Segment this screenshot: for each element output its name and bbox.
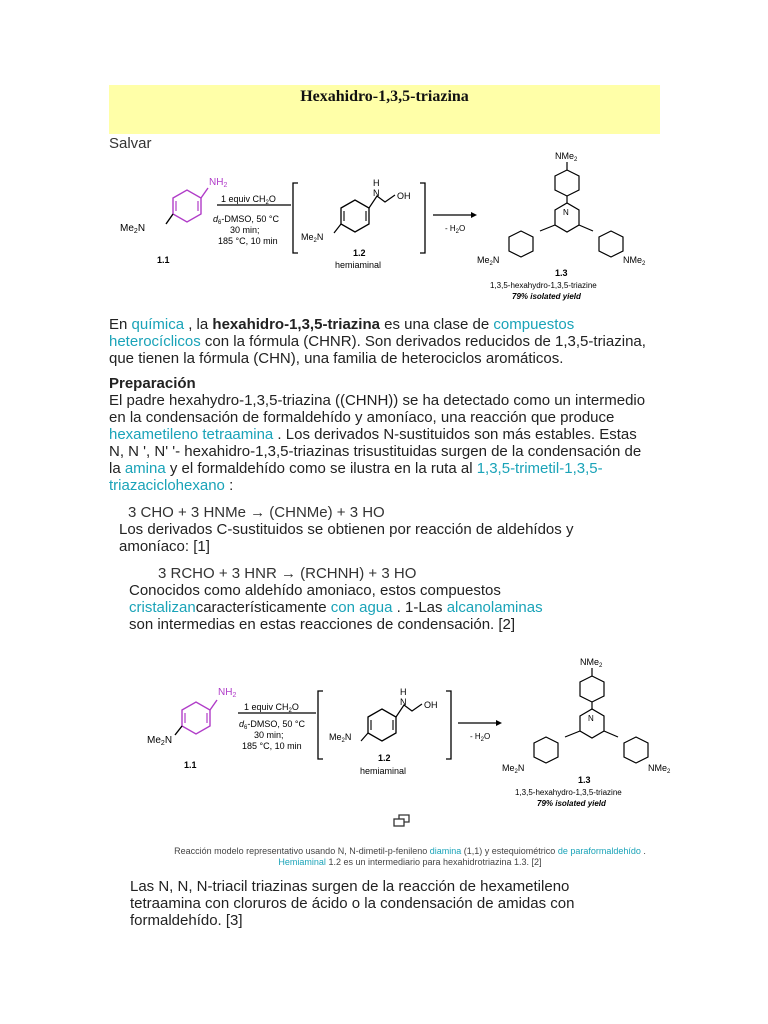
scheme-me2n-label-2: Me (301, 232, 314, 242)
link-hexametileno[interactable]: hexametileno tetraamina (109, 426, 274, 443)
prep-text-1: El padre hexahydro-1,3,5-triazina ((CHNH)) se ha detectado como un intermedio en la condensación de formaldehído y amoníaco, una reacción que produce (109, 392, 646, 426)
scheme-label-1-1: 1.1 (157, 255, 170, 265)
scheme-me2n-sub-2: 2 (313, 238, 317, 244)
c-substituted-paragraph: Los derivados C-sustituidos se obtienen por reacción de aldehídos y amoníaco: [1] (119, 521, 574, 555)
scheme2-nh2-sub: 2 (232, 692, 237, 699)
scheme-yield: 79% isolated yield (512, 292, 581, 301)
link-hemiaminal[interactable]: Hemiaminal (278, 857, 326, 867)
scheme-n-label: N (373, 188, 380, 198)
scheme2-oh-label: OH (424, 700, 438, 710)
caption-text-1: Reacción modelo representativo usando N, N-dimetil-p-fenileno (174, 846, 430, 856)
intro-text-2: , la (184, 316, 213, 333)
scheme2-me2n-left: Me (502, 763, 515, 773)
scheme-nh2-label: NH (209, 177, 224, 188)
scheme2-cond-1-tail: O (291, 702, 299, 712)
scheme-conditions (213, 194, 291, 246)
link-compuestos-heterociclicos[interactable]: compuestos heterocíclicos (109, 316, 575, 350)
svg-text:Me2N (301, 232, 323, 244)
caption-text-4: 1.2 es un intermediario para hexahidrotriazina 1.3. [2] (325, 857, 542, 867)
title-bar (109, 85, 660, 134)
scheme2-me2n-sub: 2 (160, 740, 165, 747)
scheme-h-label: H (373, 178, 380, 188)
equation-2: 3 RCHO + 3 HNR → (RCHNH) + 3 HO (158, 565, 417, 582)
scheme-cond-2-sub: 6 (218, 220, 222, 226)
scheme-nme2-right: NMe (623, 255, 643, 265)
scheme2-me2n-n: N (164, 735, 173, 746)
page-title: Hexahidro-1,3,5-triazina (300, 88, 469, 105)
scheme-minus-h2o: - H (445, 224, 456, 233)
intro-bold-name: hexahidro-1,3,5-triazina (212, 316, 380, 333)
scheme2-hemiaminal: hemiaminal (360, 766, 407, 776)
scheme-cond-1-sub: 2 (265, 200, 269, 206)
scheme-cond-4: 185 °C, 10 min (218, 236, 278, 246)
scheme-cond-2-tail: -DMSO, 50 °C (221, 214, 279, 224)
svg-text:- H2O (445, 224, 465, 235)
link-diamina[interactable]: diamina (429, 846, 462, 856)
preparation-paragraph (109, 392, 654, 494)
scheme2-cond-1-sub: 2 (288, 708, 292, 714)
svg-text:1 equiv CH2O (221, 194, 276, 206)
caption-text-2: (1,1) y estequiométrico (461, 846, 558, 856)
aldehyde-ammonia-paragraph (129, 582, 549, 633)
scheme-me2n-label: Me (120, 223, 134, 234)
scheme2-name-1-3: 1,3,5-hexahydro-1,3,5-triazine (515, 788, 622, 797)
scheme2-nme2-right: NMe (648, 763, 668, 773)
scheme-me2n-sub: 2 (133, 228, 138, 235)
scheme2-h-label: H (400, 687, 407, 697)
svg-text:NH2 (218, 687, 236, 699)
scheme2-nme2-top: NMe (580, 657, 600, 667)
scheme2-cond-2: d (239, 719, 245, 729)
prep-text-4: : (224, 477, 234, 494)
svg-text:NMe2 (623, 255, 646, 267)
link-trimetil[interactable]: 1,3,5-trimetil-1,3,5-triazaciclohexano (109, 460, 603, 494)
link-amina[interactable]: amina (124, 460, 166, 477)
scheme-minus-h2o-tail: O (459, 224, 466, 233)
scheme2-me2n-sub-2: 2 (341, 738, 345, 744)
reaction-scheme-1 (115, 145, 660, 313)
scheme-me2n-left: Me (477, 255, 490, 265)
expand-icon[interactable] (393, 814, 411, 828)
svg-text:1 equiv CH2O (244, 702, 299, 714)
scheme2-minus-h2o-sub: 2 (480, 737, 485, 743)
scheme2-nme2-right-sub: 2 (667, 769, 671, 775)
scheme-me2n-left-sub: 2 (489, 261, 493, 267)
scheme-nh2-sub: 2 (223, 182, 228, 189)
link-paraformaldehido[interactable]: de paraformaldehído (557, 846, 641, 856)
svg-text:NH2 (209, 177, 227, 189)
scheme-me2n-n: N (137, 223, 146, 234)
scheme-cond-1: 1 equiv CH (221, 194, 266, 204)
intro-text-3: es una clase de (379, 316, 494, 333)
scheme2-cond-2-sub: 6 (244, 725, 248, 731)
svg-text:Me2N (120, 223, 145, 235)
scheme-oh-label: OH (397, 191, 411, 201)
scheme2-me2n-label: Me (147, 735, 161, 746)
scheme2-molecule-1-3 (502, 657, 671, 808)
scheme-molecule-1-1 (120, 177, 227, 265)
scheme2-label-1-1: 1.1 (184, 760, 197, 770)
scheme2-n-top: N (588, 714, 594, 723)
intro-text-1: En (109, 316, 132, 333)
scheme-arrow (433, 212, 477, 235)
scheme2-yield: 79% isolated yield (537, 799, 606, 808)
scheme2-cond-3: 30 min; (254, 730, 284, 740)
figure-caption (170, 846, 650, 868)
scheme-cond-1-tail: O (268, 194, 276, 204)
scheme2-molecule-1-2 (329, 687, 438, 776)
link-cristalizan[interactable]: cristalizan (129, 599, 196, 616)
para-d-text-2: característicamente (195, 599, 331, 616)
scheme-minus-h2o-sub: 2 (455, 229, 460, 235)
prep-text-2: . Los derivados N-sustituidos son más estables. Estas N, N ', N' '- hexahidro-1,3,5-triazinas trisustituidas surgen de la condensación de la (109, 426, 642, 477)
scheme-n-top: N (563, 208, 569, 217)
para-d-text-1: Conocidos como aldehído amoniaco, estos compuestos (129, 582, 501, 599)
scheme-me2n-left-n: N (492, 255, 500, 265)
scheme2-minus-h2o: - H (470, 732, 481, 741)
svg-text:Me2N (502, 763, 524, 775)
reaction-scheme-2 (142, 655, 687, 815)
para-d-text-3: . 1-Las (392, 599, 447, 616)
scheme-nme2-right-sub: 2 (642, 261, 646, 267)
scheme-name-1-3: 1,3,5-hexahydro-1,3,5-triazine (490, 281, 597, 290)
scheme2-nme2-top-sub: 2 (599, 663, 603, 669)
scheme-label-1-2: 1.2 (353, 248, 366, 258)
svg-text:Me2N (477, 255, 499, 267)
scheme2-me2n-left-n: N (517, 763, 525, 773)
intro-text-4: con la fórmula (CHNR). Son derivados reducidos de 1,3,5-triazina, que tienen la fórmula (CHN), una familia de heterociclos aromáticos. (109, 333, 646, 367)
scheme2-arrow (458, 720, 502, 743)
svg-text:NMe2 (648, 763, 671, 775)
svg-text:NMe2 (555, 151, 578, 163)
scheme2-cond-4: 185 °C, 10 min (242, 741, 302, 751)
link-alcanolaminas[interactable]: alcanolaminas (446, 599, 543, 616)
para-d-text-4: son intermedias en estas reacciones de condensación. [2] (129, 616, 516, 633)
caption-text-3: . (640, 846, 646, 856)
svg-text:- H2O (470, 732, 490, 743)
scheme2-minus-h2o-tail: O (484, 732, 491, 741)
scheme2-n-label: N (400, 697, 407, 707)
scheme2-conditions (238, 702, 316, 751)
scheme-nme2-top: NMe (555, 151, 575, 161)
save-link[interactable]: Salvar (109, 135, 152, 152)
scheme2-me2n-label-2: Me (329, 732, 342, 742)
scheme2-molecule-1-1 (147, 687, 236, 770)
preparation-heading: Preparación (109, 375, 196, 392)
equation-1: 3 CHO + 3 HNMe → (CHNMe) + 3 HO (128, 504, 385, 521)
scheme-hemiaminal: hemiaminal (335, 260, 382, 270)
scheme2-nh2-label: NH (218, 687, 233, 698)
scheme-nme2-top-sub: 2 (574, 157, 578, 163)
scheme2-cond-1: 1 equiv CH (244, 702, 289, 712)
link-con-agua[interactable]: con agua (330, 599, 393, 616)
svg-text:NMe2 (580, 657, 603, 669)
scheme2-cond-2-tail: -DMSO, 50 °C (247, 719, 305, 729)
intro-paragraph (109, 316, 649, 367)
scheme-molecule-1-3 (477, 151, 646, 301)
scheme2-label-1-3: 1.3 (578, 775, 591, 785)
scheme-me2n-n-2: N (316, 232, 324, 242)
svg-text:Me2N (329, 732, 351, 744)
scheme2-label-1-2: 1.2 (378, 753, 391, 763)
scheme-cond-3: 30 min; (230, 225, 260, 235)
scheme-molecule-1-2 (301, 178, 411, 270)
triacyl-paragraph: Las N, N, N-triacil triazinas surgen de la reacción de hexametileno tetraamina con cloruros de ácido o la condensación de amidas con formaldehído. [3] (130, 878, 575, 929)
svg-text:Me2N (147, 735, 172, 747)
scheme2-me2n-n-2: N (344, 732, 352, 742)
link-quimica[interactable]: química (131, 316, 185, 333)
scheme2-me2n-left-sub: 2 (514, 769, 518, 775)
scheme-label-1-3: 1.3 (555, 268, 568, 278)
scheme-cond-2: d (213, 214, 219, 224)
prep-text-3: y el formaldehído como se ilustra en la ruta al (165, 460, 477, 477)
